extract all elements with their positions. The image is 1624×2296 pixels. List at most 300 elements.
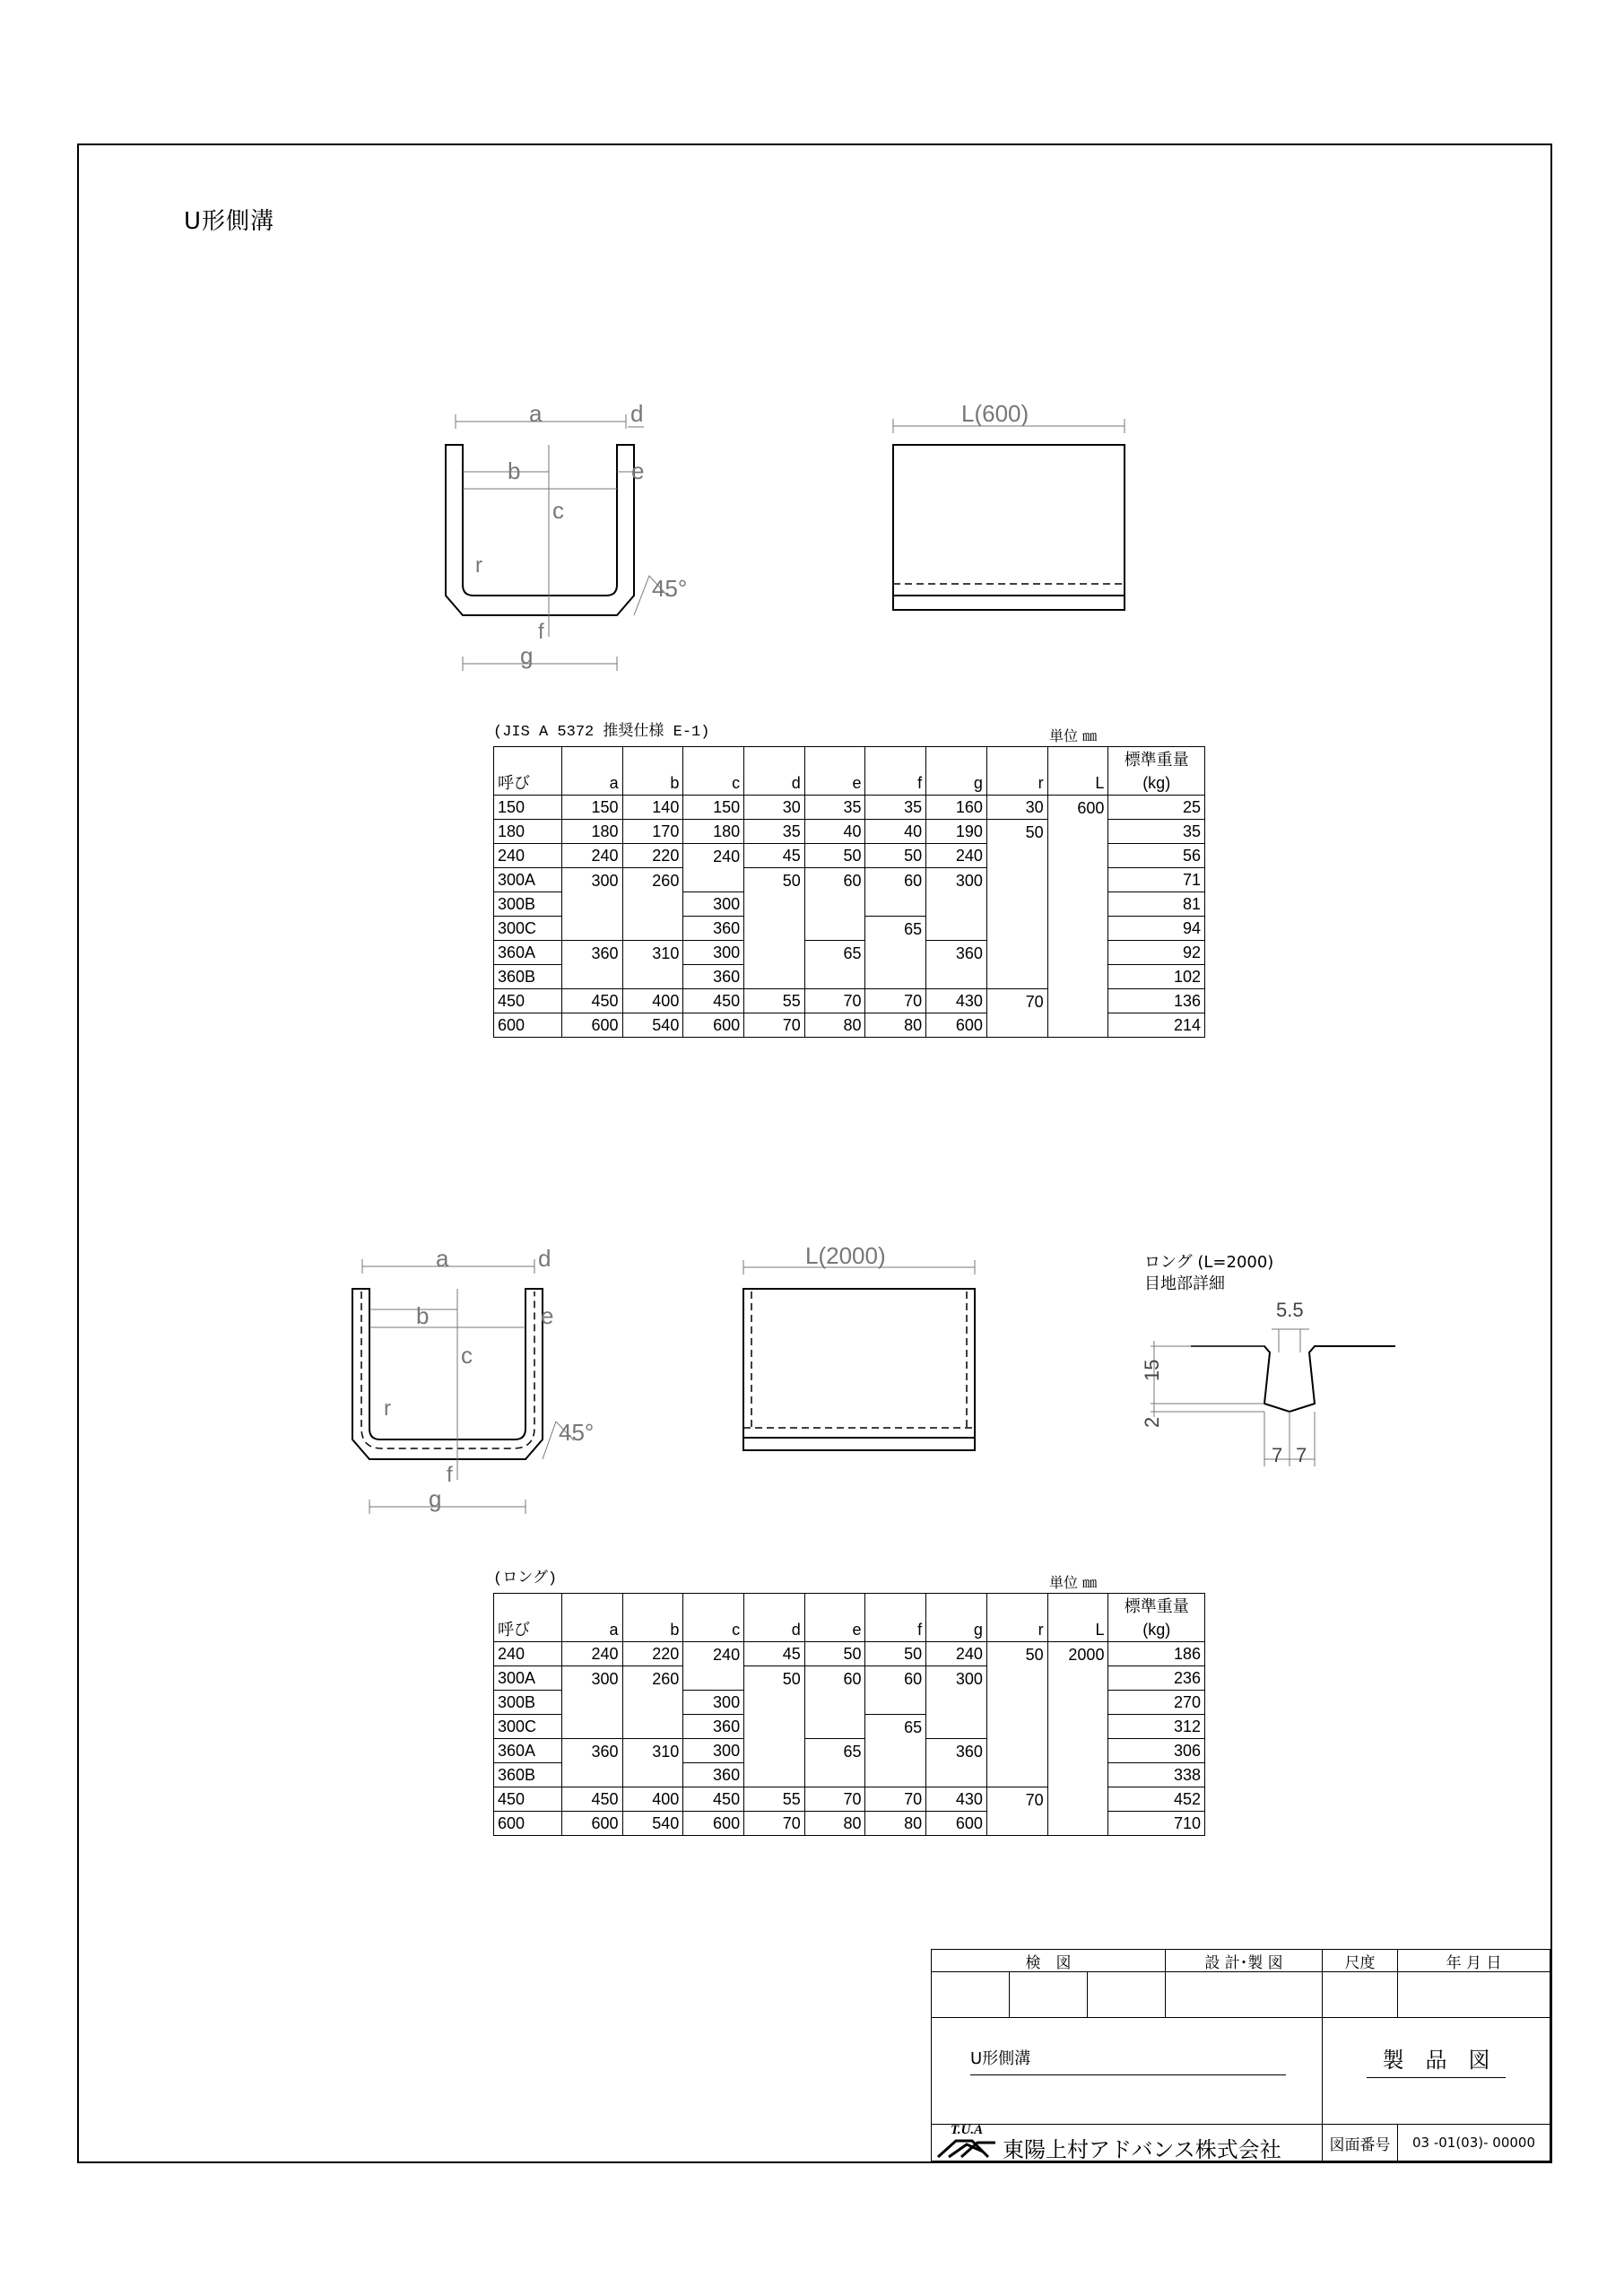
- table-cell: 70: [804, 989, 865, 1013]
- table-cell: [865, 1763, 926, 1787]
- table-cell: [622, 1763, 683, 1787]
- table-cell: [986, 1739, 1047, 1763]
- table-cell: [926, 965, 987, 989]
- table-cell: 400: [622, 989, 683, 1013]
- side-length-2: L(2000): [805, 1242, 886, 1269]
- table-cell: [1047, 1691, 1108, 1715]
- table-cell: [744, 965, 805, 989]
- header-spacer: [804, 1594, 865, 1618]
- check-cell-1: [931, 1971, 1010, 2018]
- detail-right-dim: 7: [1296, 1444, 1307, 1466]
- table-cell: [1047, 1666, 1108, 1691]
- table-cell: 360: [561, 1739, 622, 1763]
- table-cell: [986, 1666, 1047, 1691]
- label-r-2: r: [384, 1396, 391, 1421]
- table-cell: 600: [561, 1013, 622, 1038]
- table-cell: 600: [926, 1812, 987, 1836]
- table-cell: 65: [804, 1739, 865, 1763]
- spec-table-long: [493, 1593, 1205, 1836]
- table-cell: 300: [561, 868, 622, 892]
- table-row: [494, 1715, 1205, 1739]
- table-cell: 80: [865, 1013, 926, 1038]
- table-cell: 600: [683, 1812, 744, 1836]
- table-cell: [986, 965, 1047, 989]
- header-cell: e: [804, 1618, 865, 1642]
- table-cell: 65: [865, 1715, 926, 1739]
- header-spacer: [1047, 747, 1108, 771]
- drawing-number-label: 図面番号: [1322, 2124, 1398, 2161]
- table-cell: 55: [744, 989, 805, 1013]
- table-row: [494, 1642, 1205, 1666]
- header-spacer: [561, 1594, 622, 1618]
- label-d-1: d: [630, 400, 644, 427]
- table-cell: 240: [494, 844, 562, 868]
- table-cell: 300: [683, 892, 744, 917]
- table-cell: 300: [561, 1666, 622, 1691]
- design-cell: [1165, 1971, 1323, 2018]
- header-cell: b: [622, 771, 683, 796]
- table-cell: 270: [1108, 1691, 1205, 1715]
- table-cell: 600: [494, 1812, 562, 1836]
- table-cell: [865, 941, 926, 965]
- table-cell: 300: [683, 1691, 744, 1715]
- table-cell: [744, 1715, 805, 1739]
- table-cell: 40: [804, 820, 865, 844]
- detail-title-1: ロング (L=2000): [1144, 1253, 1274, 1272]
- header-cell: r: [986, 1618, 1047, 1642]
- label-c-2: c: [461, 1342, 473, 1369]
- table-cell: [926, 917, 987, 941]
- table-row: [494, 1812, 1205, 1836]
- table-cell: 60: [865, 1666, 926, 1691]
- table-cell: 400: [622, 1787, 683, 1812]
- table-cell: [1047, 1715, 1108, 1739]
- table-cell: [986, 844, 1047, 868]
- header-cell: L: [1047, 1618, 1108, 1642]
- scale-cell: [1322, 1971, 1398, 2018]
- header-spacer: [622, 747, 683, 771]
- label-a-2: a: [436, 1245, 449, 1272]
- table-cell: 360: [926, 1739, 987, 1763]
- table-cell: [683, 1666, 744, 1691]
- header-spacer: [926, 747, 987, 771]
- table-cell: 430: [926, 1787, 987, 1812]
- table-cell: [865, 1691, 926, 1715]
- table-row: [494, 796, 1205, 820]
- label-angle-2: 45°: [559, 1419, 595, 1446]
- table-cell: 50: [804, 1642, 865, 1666]
- table-cell: 300B: [494, 1691, 562, 1715]
- table-row: [494, 1666, 1205, 1691]
- table-cell: [1047, 820, 1108, 844]
- table-cell: [804, 892, 865, 917]
- table-cell: 338: [1108, 1763, 1205, 1787]
- label-g-1: g: [520, 642, 534, 669]
- table-cell: 300B: [494, 892, 562, 917]
- header-cell: (kg): [1108, 771, 1205, 796]
- table1-caption: (JIS A 5372 推奨仕様 E-1): [493, 724, 710, 741]
- table-cell: 30: [986, 796, 1047, 820]
- table-cell: [744, 941, 805, 965]
- header-spacer: [804, 747, 865, 771]
- table-cell: [1047, 989, 1108, 1013]
- table-row: [494, 989, 1205, 1013]
- table-cell: 600: [494, 1013, 562, 1038]
- table-cell: 300C: [494, 1715, 562, 1739]
- table-cell: 45: [744, 1642, 805, 1666]
- table-cell: [1047, 1013, 1108, 1038]
- detail-depth-dim: 15: [1141, 1359, 1163, 1381]
- table2-unit: 単位 ㎜: [1049, 1574, 1098, 1591]
- table-cell: [561, 965, 622, 989]
- table-cell: 360: [683, 1715, 744, 1739]
- header-cell: d: [744, 1618, 805, 1642]
- table-cell: [865, 1739, 926, 1763]
- table-cell: [1047, 1812, 1108, 1836]
- table-cell: 300A: [494, 868, 562, 892]
- table-cell: 430: [926, 989, 987, 1013]
- table-cell: 60: [804, 1666, 865, 1691]
- table-cell: 170: [622, 820, 683, 844]
- table-cell: 102: [1108, 965, 1205, 989]
- label-f-2: f: [447, 1463, 453, 1487]
- header-cell: (kg): [1108, 1618, 1205, 1642]
- table-row: [494, 1739, 1205, 1763]
- label-f-1: f: [538, 620, 544, 644]
- table-header-row-2: [494, 771, 1205, 796]
- table-row: [494, 1787, 1205, 1812]
- table-cell: [986, 892, 1047, 917]
- label-b-1: b: [508, 457, 521, 484]
- table-cell: 160: [926, 796, 987, 820]
- label-d-2: d: [538, 1245, 551, 1272]
- table-cell: 300: [683, 941, 744, 965]
- header-cell: a: [561, 1618, 622, 1642]
- table-cell: [622, 1715, 683, 1739]
- company-name: 東陽上村アドバンス株式会社: [1003, 2137, 1281, 2162]
- side-length-1: L(600): [961, 400, 1029, 427]
- table-cell: 240: [683, 1642, 744, 1666]
- table-cell: 150: [494, 796, 562, 820]
- table-cell: 50: [986, 820, 1047, 844]
- table-row: [494, 868, 1205, 892]
- date-cell: [1397, 1971, 1550, 2018]
- header-cell: L: [1047, 771, 1108, 796]
- detail-base-dim: 2: [1141, 1416, 1163, 1428]
- table-cell: 540: [622, 1013, 683, 1038]
- label-c-1: c: [552, 497, 564, 524]
- scale-header: 尺度: [1322, 1949, 1398, 1972]
- header-spacer: [865, 1594, 926, 1618]
- header-weight: 標準重量: [1108, 747, 1205, 771]
- table-cell: 240: [683, 844, 744, 868]
- table-cell: [561, 1715, 622, 1739]
- table-row: [494, 941, 1205, 965]
- table-cell: 65: [865, 917, 926, 941]
- table-cell: 35: [865, 796, 926, 820]
- table-cell: [561, 892, 622, 917]
- table-cell: 300C: [494, 917, 562, 941]
- table-cell: [804, 965, 865, 989]
- table-cell: 70: [986, 1787, 1047, 1812]
- table-cell: 360: [683, 1763, 744, 1787]
- table-cell: 136: [1108, 989, 1205, 1013]
- table-cell: 240: [561, 1642, 622, 1666]
- table-cell: 600: [683, 1013, 744, 1038]
- table-cell: 70: [865, 989, 926, 1013]
- table-cell: 240: [926, 844, 987, 868]
- header-cell: f: [865, 771, 926, 796]
- header-cell: 呼び: [494, 1618, 562, 1642]
- table-cell: 190: [926, 820, 987, 844]
- label-g-2: g: [429, 1485, 442, 1512]
- table-row: [494, 1691, 1205, 1715]
- table-cell: 71: [1108, 868, 1205, 892]
- table-cell: 60: [865, 868, 926, 892]
- detail-title-2: 目地部詳細: [1144, 1274, 1225, 1293]
- table-cell: 45: [744, 844, 805, 868]
- table-cell: 260: [622, 1666, 683, 1691]
- table-cell: [926, 1763, 987, 1787]
- table-cell: 140: [622, 796, 683, 820]
- table-cell: [744, 1739, 805, 1763]
- table-cell: 236: [1108, 1666, 1205, 1691]
- table-cell: 25: [1108, 796, 1205, 820]
- table-row: [494, 965, 1205, 989]
- table-cell: 50: [804, 844, 865, 868]
- table-cell: [926, 1691, 987, 1715]
- table-cell: [926, 892, 987, 917]
- table-cell: 600: [561, 1812, 622, 1836]
- table-cell: 260: [622, 868, 683, 892]
- table-cell: [986, 941, 1047, 965]
- table-cell: 450: [561, 989, 622, 1013]
- table-cell: 240: [926, 1642, 987, 1666]
- header-spacer: [986, 747, 1047, 771]
- header-spacer: [494, 747, 562, 771]
- date-header: 年 月 日: [1397, 1949, 1550, 1972]
- table-cell: [622, 965, 683, 989]
- check-cell-3: [1087, 1971, 1166, 2018]
- table-cell: 450: [683, 1787, 744, 1812]
- label-e-2: e: [541, 1302, 554, 1329]
- table-cell: 360B: [494, 965, 562, 989]
- company-logo-text: T.U.A: [951, 2123, 984, 2137]
- table-cell: 360A: [494, 1739, 562, 1763]
- table-cell: 30: [744, 796, 805, 820]
- table-cell: [1047, 941, 1108, 965]
- table-cell: 50: [986, 1642, 1047, 1666]
- table-cell: 360: [683, 965, 744, 989]
- header-spacer: [926, 1594, 987, 1618]
- table-cell: 50: [865, 844, 926, 868]
- check-cell-2: [1009, 1971, 1088, 2018]
- table-cell: 360A: [494, 941, 562, 965]
- table-cell: 56: [1108, 844, 1205, 868]
- table-cell: 180: [561, 820, 622, 844]
- drawing-number: 03 -01(03)- 00000: [1397, 2124, 1550, 2161]
- label-r-1: r: [475, 553, 482, 578]
- table-cell: 70: [804, 1787, 865, 1812]
- header-cell: g: [926, 1618, 987, 1642]
- header-cell: d: [744, 771, 805, 796]
- table-row: [494, 892, 1205, 917]
- table-cell: [986, 1812, 1047, 1836]
- table-row: [494, 820, 1205, 844]
- header-weight: 標準重量: [1108, 1594, 1205, 1618]
- table-cell: 80: [865, 1812, 926, 1836]
- table-cell: 80: [804, 1013, 865, 1038]
- header-cell: a: [561, 771, 622, 796]
- page-title: U形側溝: [184, 208, 275, 235]
- detail-top-dim: 5.5: [1276, 1299, 1304, 1321]
- header-spacer: [622, 1594, 683, 1618]
- label-e-1: e: [631, 457, 645, 484]
- table-cell: 180: [494, 820, 562, 844]
- table-cell: 600: [926, 1013, 987, 1038]
- table-cell: [865, 965, 926, 989]
- table-cell: 600: [1047, 796, 1108, 820]
- table-header-row-1: [494, 1594, 1205, 1618]
- table-row: [494, 917, 1205, 941]
- table-cell: 710: [1108, 1812, 1205, 1836]
- table-cell: [744, 917, 805, 941]
- table-cell: 50: [744, 868, 805, 892]
- table-cell: 150: [561, 796, 622, 820]
- table-row: [494, 844, 1205, 868]
- table-cell: 360B: [494, 1763, 562, 1787]
- table-cell: 81: [1108, 892, 1205, 917]
- table-cell: 300: [683, 1739, 744, 1763]
- table-cell: 450: [494, 989, 562, 1013]
- table-cell: 450: [561, 1787, 622, 1812]
- table-cell: 150: [683, 796, 744, 820]
- design-header: 設 計･製 図: [1165, 1949, 1323, 1972]
- table-cell: [986, 1691, 1047, 1715]
- table-cell: [1047, 917, 1108, 941]
- table-cell: [622, 892, 683, 917]
- table-cell: 450: [683, 989, 744, 1013]
- header-spacer: [683, 1594, 744, 1618]
- table-cell: [986, 1013, 1047, 1038]
- header-spacer: [986, 1594, 1047, 1618]
- table-cell: [561, 917, 622, 941]
- table-cell: [986, 868, 1047, 892]
- table-row: [494, 1013, 1205, 1038]
- table1-unit: 単位 ㎜: [1049, 727, 1098, 744]
- table-cell: 306: [1108, 1739, 1205, 1763]
- table-cell: 240: [494, 1642, 562, 1666]
- table-cell: 360: [561, 941, 622, 965]
- header-spacer: [865, 747, 926, 771]
- table-cell: 40: [865, 820, 926, 844]
- table-row: [494, 1763, 1205, 1787]
- table-cell: [1047, 892, 1108, 917]
- label-angle-1: 45°: [652, 575, 688, 602]
- header-cell: r: [986, 771, 1047, 796]
- table-cell: 70: [744, 1013, 805, 1038]
- table-cell: 94: [1108, 917, 1205, 941]
- table-cell: 92: [1108, 941, 1205, 965]
- label-a-1: a: [529, 400, 543, 427]
- table-cell: 60: [804, 868, 865, 892]
- table-cell: 220: [622, 844, 683, 868]
- table-cell: 55: [744, 1787, 805, 1812]
- table-cell: 360: [683, 917, 744, 941]
- table-cell: 540: [622, 1812, 683, 1836]
- header-spacer: [683, 747, 744, 771]
- title-block: [931, 1949, 1550, 2161]
- product-name: U形側溝: [970, 2046, 1286, 2075]
- company-logo-icon: [936, 2135, 999, 2161]
- table-cell: 310: [622, 1739, 683, 1763]
- table-cell: 186: [1108, 1642, 1205, 1666]
- table-cell: 50: [744, 1666, 805, 1691]
- table-cell: 310: [622, 941, 683, 965]
- table-cell: 35: [744, 820, 805, 844]
- table-cell: 80: [804, 1812, 865, 1836]
- table-cell: [622, 917, 683, 941]
- header-spacer: [1047, 1594, 1108, 1618]
- table-header-row-2: [494, 1618, 1205, 1642]
- table-cell: 50: [865, 1642, 926, 1666]
- table-cell: [1047, 965, 1108, 989]
- table-cell: 35: [804, 796, 865, 820]
- label-b-2: b: [416, 1302, 430, 1329]
- table-cell: 70: [744, 1812, 805, 1836]
- table-cell: 180: [683, 820, 744, 844]
- table-cell: 450: [494, 1787, 562, 1812]
- table-cell: 300: [926, 868, 987, 892]
- table-cell: [804, 1715, 865, 1739]
- check-header: 検 図: [931, 1949, 1166, 1972]
- table-cell: [622, 1691, 683, 1715]
- table-cell: 70: [986, 989, 1047, 1013]
- table-cell: 214: [1108, 1013, 1205, 1038]
- table-cell: [865, 892, 926, 917]
- header-spacer: [744, 747, 805, 771]
- header-cell: 呼び: [494, 771, 562, 796]
- table-cell: [561, 1763, 622, 1787]
- header-cell: f: [865, 1618, 926, 1642]
- table-cell: 2000: [1047, 1642, 1108, 1666]
- table-cell: [804, 1763, 865, 1787]
- table2-caption: (ロング): [493, 1570, 558, 1587]
- header-cell: e: [804, 771, 865, 796]
- table-cell: [804, 917, 865, 941]
- table-header-row-1: [494, 747, 1205, 771]
- table-cell: [1047, 868, 1108, 892]
- table-cell: 452: [1108, 1787, 1205, 1812]
- table-cell: 70: [865, 1787, 926, 1812]
- table-cell: [683, 868, 744, 892]
- table-cell: [986, 1763, 1047, 1787]
- table-cell: [1047, 1763, 1108, 1787]
- header-cell: c: [683, 771, 744, 796]
- table-cell: [804, 1691, 865, 1715]
- table-cell: [744, 1691, 805, 1715]
- table-cell: [986, 917, 1047, 941]
- table-cell: [1047, 1787, 1108, 1812]
- table-cell: 300: [926, 1666, 987, 1691]
- table-cell: 65: [804, 941, 865, 965]
- spec-table-standard: [493, 746, 1205, 1038]
- header-cell: b: [622, 1618, 683, 1642]
- header-spacer: [744, 1594, 805, 1618]
- table-cell: 35: [1108, 820, 1205, 844]
- table-cell: 300A: [494, 1666, 562, 1691]
- table-cell: [926, 1715, 987, 1739]
